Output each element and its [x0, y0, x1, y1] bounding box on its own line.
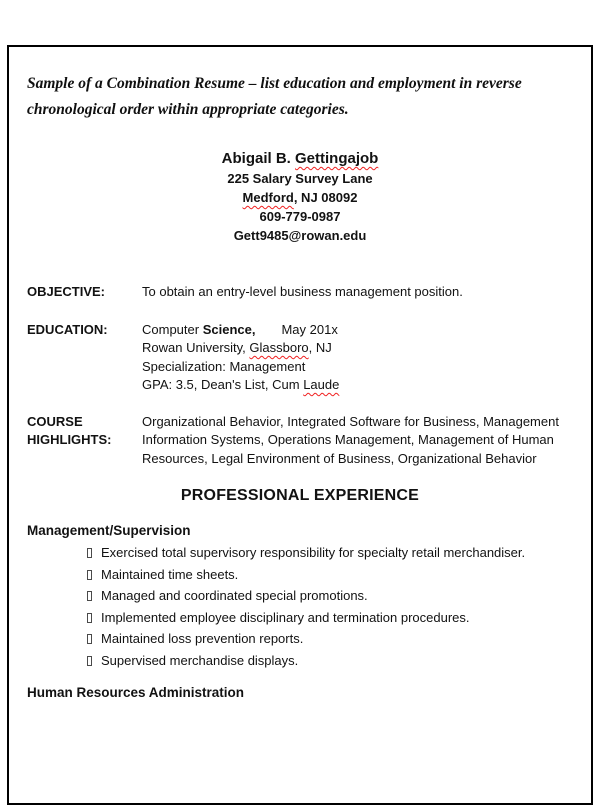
school-line — [142, 339, 573, 358]
degree-line — [142, 321, 573, 340]
bullet-text: Maintained time sheets. — [101, 566, 239, 582]
gpa-honor: Laude — [303, 377, 340, 392]
objective-text: To obtain an entry-level business management position. — [142, 284, 463, 299]
experience-group-title-management: Management/Supervision — [27, 523, 191, 538]
degree-field: Computer — [142, 321, 203, 337]
candidate-name — [27, 149, 573, 169]
objective-label: OBJECTIVE: — [27, 284, 106, 299]
degree-field-bold: Science, — [202, 321, 256, 337]
square-bullet-icon — [87, 613, 92, 623]
square-bullet-icon — [87, 591, 92, 601]
education-section — [27, 321, 573, 395]
school-city: Glassboro — [249, 340, 309, 355]
school-state: , NJ — [308, 340, 332, 355]
course-highlights-label — [27, 413, 142, 469]
list-item — [87, 607, 573, 629]
course-highlights-text: Organizational Behavior, Integrated Software for Business, Management Information Systems, Operations Management, Management of Human Resources, Legal Environment of Business, Organizational Behavior — [142, 413, 559, 466]
gpa-text: GPA: 3.5, Dean's List, Cum — [142, 377, 304, 392]
resume-page — [7, 45, 593, 805]
list-item — [87, 628, 573, 650]
education-details — [142, 321, 573, 395]
education-label: EDUCATION: — [27, 321, 108, 337]
email-address: Gett9485@rowan.edu — [233, 228, 367, 243]
experience-heading: PROFESSIONAL EXPERIENCE — [180, 487, 420, 504]
city-name: Medford — [242, 190, 294, 205]
square-bullet-icon — [87, 656, 92, 666]
bullet-text: Supervised merchandise displays. — [101, 652, 299, 668]
square-bullet-icon — [87, 634, 92, 644]
list-item — [87, 564, 573, 586]
state-zip: , NJ 08092 — [293, 190, 358, 205]
bullet-text: Maintained loss prevention reports. — [101, 631, 304, 646]
school-name: Rowan University, — [142, 340, 250, 355]
bullet-text: Exercised total supervisory responsibility for specialty retail merchandiser. — [101, 545, 526, 560]
course-label-line2: HIGHLIGHTS: — [27, 432, 112, 447]
list-item — [87, 650, 573, 672]
intro-note: Sample of a Combination Resume – list education and employment in reverse chronological order within appropriate categories. — [27, 75, 522, 118]
city-state-zip — [27, 188, 573, 207]
graduation-date: May 201x — [281, 321, 338, 337]
phone-number: 609-779-0987 — [259, 209, 341, 224]
experience-bullet-list — [27, 542, 573, 671]
list-item — [87, 542, 573, 564]
square-bullet-icon — [87, 570, 92, 580]
list-item — [87, 585, 573, 607]
objective-section — [27, 283, 573, 302]
gpa-line — [142, 376, 573, 395]
bullet-text: Managed and coordinated special promotions. — [101, 588, 368, 603]
specialization-line: Specialization: Management — [142, 358, 306, 374]
course-highlights-section — [27, 413, 573, 469]
candidate-name-first: Abigail B. — [221, 150, 295, 167]
contact-header — [27, 149, 573, 245]
experience-group-title-hr: Human Resources Administration — [27, 685, 245, 700]
candidate-name-last: Gettingajob — [295, 150, 379, 167]
course-label-line1: COURSE — [27, 413, 83, 429]
square-bullet-icon — [87, 548, 92, 558]
street-address: 225 Salary Survey Lane — [227, 171, 373, 186]
bullet-text: Implemented employee disciplinary and termination procedures. — [101, 609, 470, 625]
